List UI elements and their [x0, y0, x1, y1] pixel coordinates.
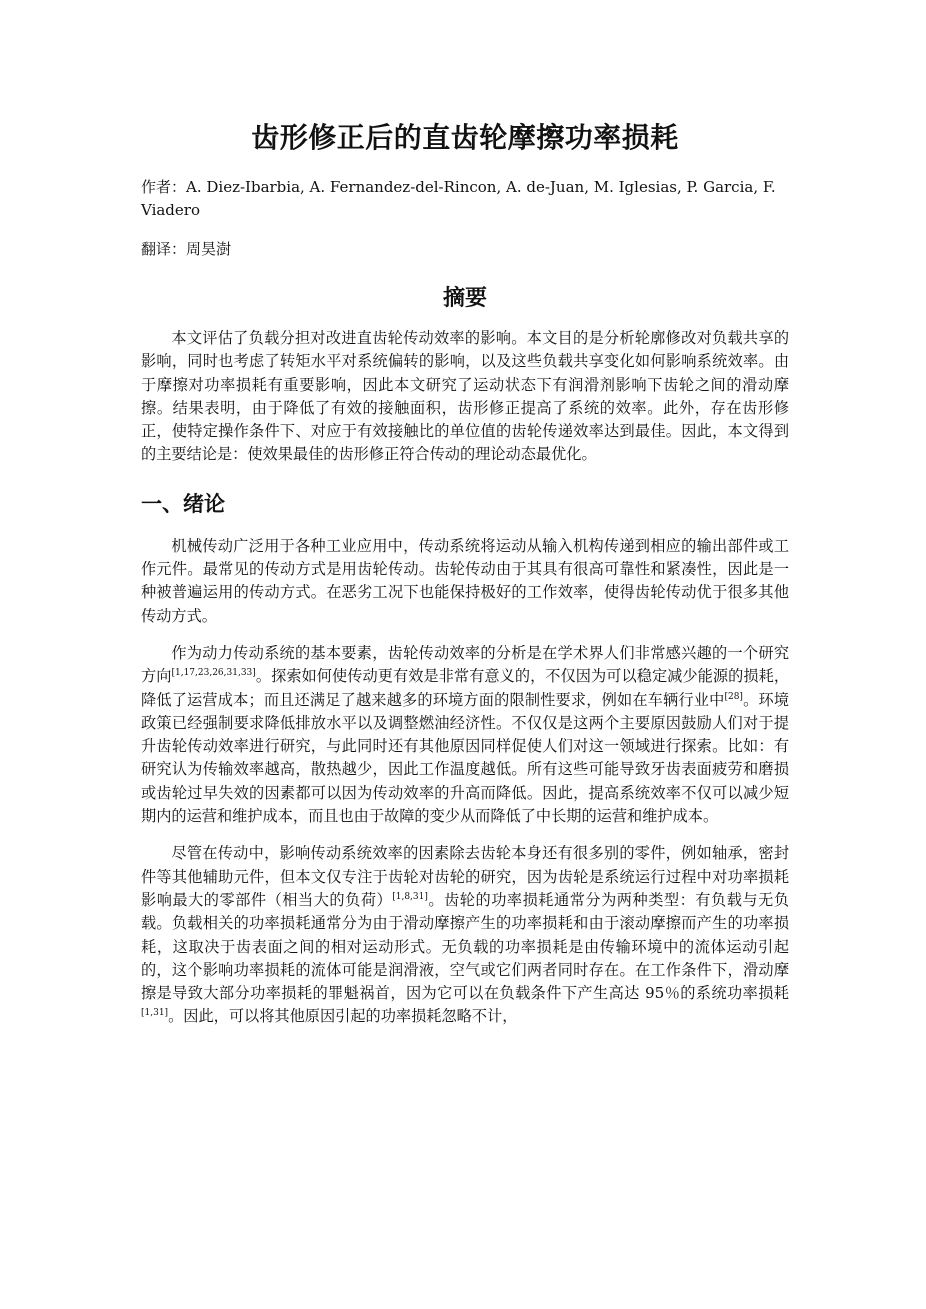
citation-1-31: [1,31] — [141, 1008, 169, 1019]
paper-page — [141, 0, 789, 1029]
intro-paragraph-1: 机械传动广泛用于各种工业应用中，传动系统将运动从输入机构传递到相应的输出部件或工作元件。最常见的传动方式是用齿轮传动。齿轮传动由于其具有很高可靠性和紧凑性，因此是一种被普遍运用的传动方式。在恶劣工况下也能保持极好的工作效率，使得齿轮传动优于很多其他传动方式。 — [141, 536, 789, 625]
intro-paragraph-3 — [141, 842, 789, 1028]
abstract-heading: 摘要 — [442, 286, 487, 311]
intro-paragraph-3-text-b: 。齿轮的功率损耗通常分为两种类型：有负载与无负载。负载相关的功率损耗通常分为由于滑动摩擦产生的功率损耗和由于滚动摩擦而产生的功率损耗，这取决于齿表面之间的相对运动形式。无负载的功率损耗是由传输环境中的流体运动引起的，这个影响功率损耗的流体可能是润滑液，空气或它们两者同时存在。在工作条件下，滑动摩擦是导致大部分功率损耗的罪魁祸首，因为它可以在负载条件下产生高达 95％的系统功率损耗 — [141, 890, 790, 1003]
authors-line: 作者：A. Diez-Ibarbia, A. Fernandez-del-Rincon, A. de-Juan, M. Iglesias, P. Garcia, F. Viadero — [141, 178, 776, 219]
citation-1-8-31: [1,8,31] — [392, 891, 428, 902]
introduction-heading: 一、绪论 — [141, 491, 225, 516]
abstract-paragraph: 本文评估了负载分担对改进直齿轮传动效率的影响。本文目的是分析轮廓修改对负载共享的影响，同时也考虑了转矩水平对系统偏转的影响，以及这些负载共享变化如何影响系统效率。由于摩擦对功率损耗有重要影响，因此本文研究了运动状态下有润滑剂影响下齿轮之间的滑动摩擦。结果表明，由于降低了有效的接触面积，齿形修正提高了系统的效率。此外，存在齿形修正，使特定操作条件下、对应于有效接触比的单位值的齿轮传递效率达到最佳。因此，本文得到的主要结论是：使效果最佳的齿形修正符合传动的理论动态最优化。 — [141, 329, 789, 464]
translator-line: 翻译：周昊澍 — [141, 240, 232, 258]
intro-paragraph-2-text-a: 作为动力传动系统的基本要素，齿轮传动效率的分析是在学术界人们非常感兴趣的一个研究方向 — [141, 643, 789, 686]
intro-paragraph-2-text-c: 。环境政策已经强制要求降低排放水平以及调整燃油经济性。不仅仅是这两个主要原因鼓励人们对于提升齿轮传动效率进行研究，与此同时还有其他原因同样促使人们对这一领域进行探索。比如：有研究认为传输效率越高，散热越少，因此工作温度越低。所有这些可能导致牙齿表面疲劳和磨损或齿轮过早失效的因素都可以因为传动效率的升高而降低。因此，提高系统效率不仅可以减少短期内的运营和维护成本，而且也由于故障的变少从而降低了中长期的运营和维护成本。 — [141, 690, 790, 826]
intro-paragraph-3-text-a: 尽管在传动中，影响传动系统效率的因素除去齿轮本身还有很多别的零件，例如轴承，密封件等其他辅助元件，但本文仅专注于齿轮对齿轮的研究，因为齿轮是系统运行过程中对功率损耗影响最大的零部件（相当大的负荷） — [141, 844, 789, 909]
paper-title: 齿形修正后的直齿轮摩擦功率损耗 — [251, 121, 679, 154]
intro-paragraph-2-text-b: 。探索如何使传动更有效是非常有意义的，不仅因为可以稳定减少能源的损耗，降低了运营成本；而且还满足了越来越多的环境方面的限制性要求，例如在车辆行业中 — [141, 667, 789, 709]
intro-paragraph-3-text-c: 。因此，可以将其他原因引起的功率损耗忽略不计， — [168, 1007, 518, 1026]
citation-28: [28] — [724, 691, 743, 702]
intro-paragraph-2 — [141, 642, 789, 828]
citation-1-17-23-26-31-33: [1,17,23,26,31,33] — [171, 668, 256, 679]
